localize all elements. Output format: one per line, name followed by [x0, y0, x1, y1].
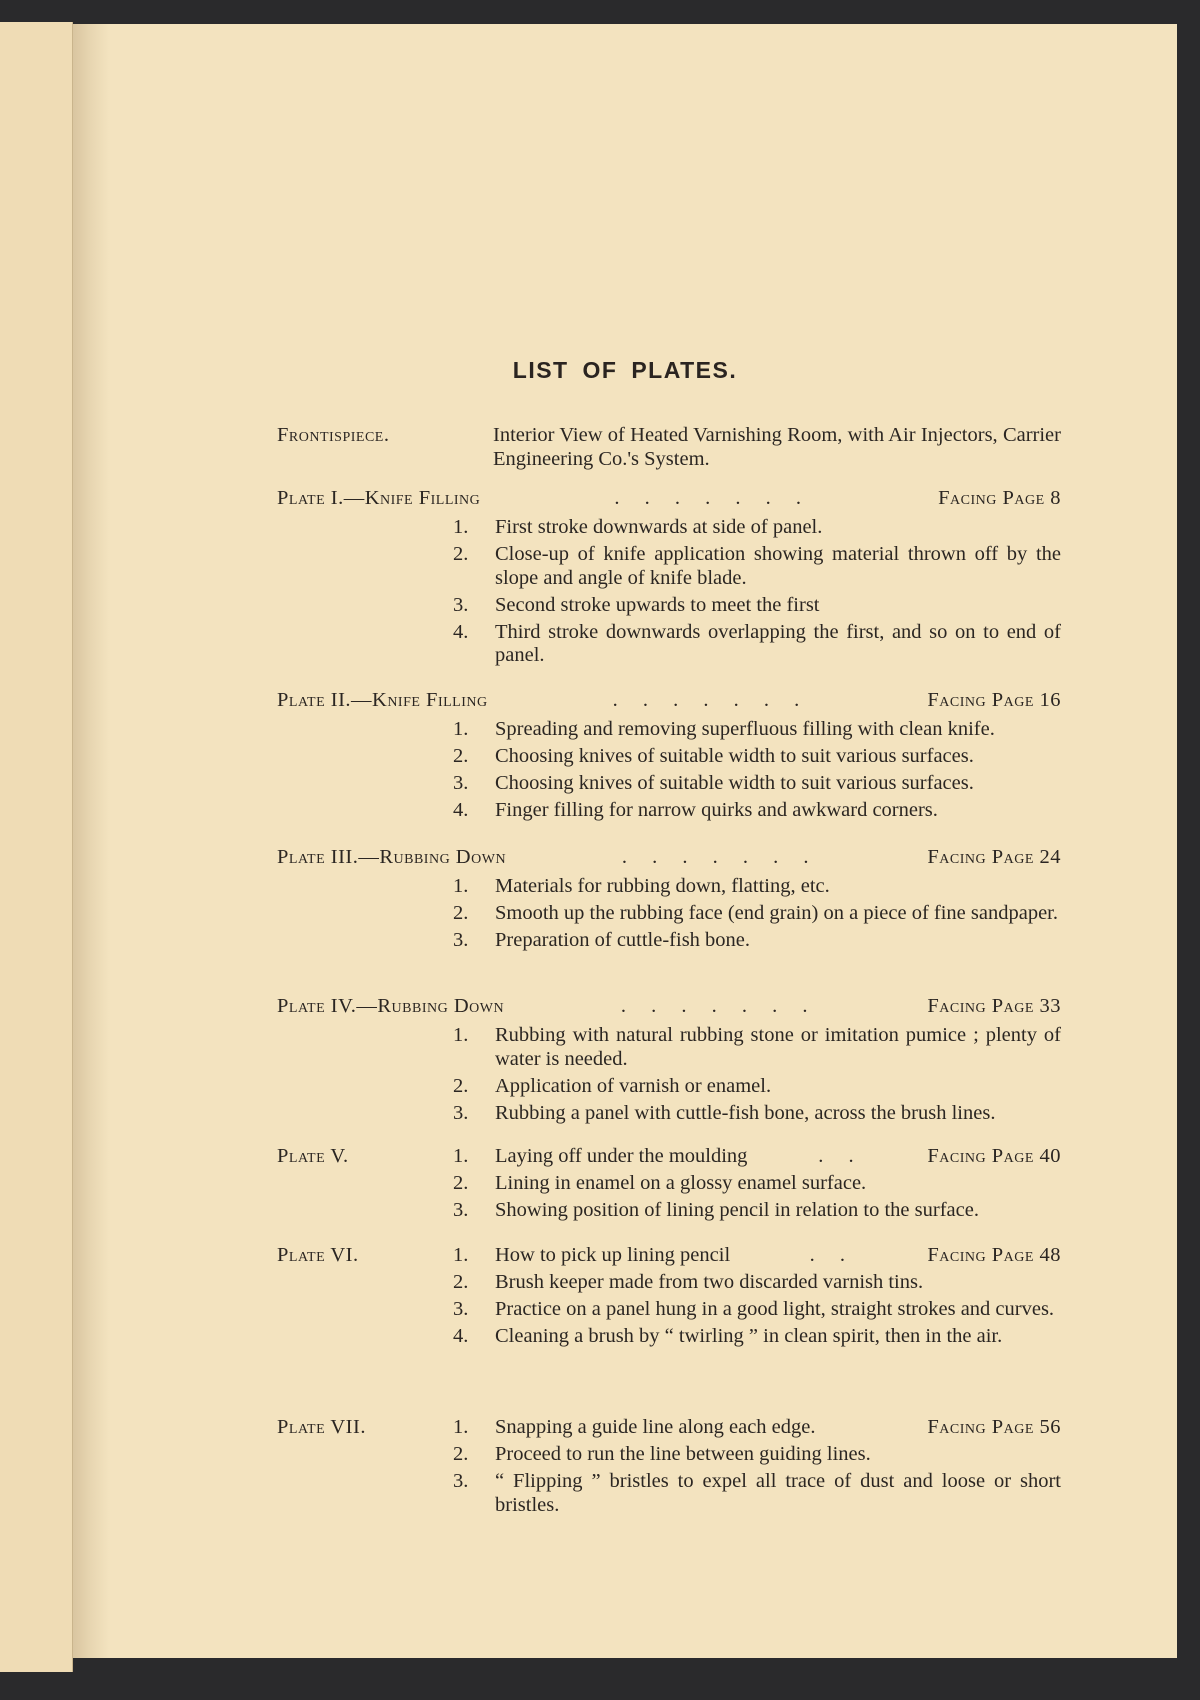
plate-item — [277, 1102, 1061, 1126]
item-text: “ Flipping ” bristles to expel all trace of dust and loose or short bristles. — [495, 1470, 1061, 1516]
item-number: 3. — [453, 1101, 469, 1124]
item-text: Proceed to run the line between guiding lines. — [495, 1443, 871, 1465]
item-number: 1. — [453, 1145, 469, 1167]
item-text: How to pick up lining pencil — [495, 1244, 731, 1266]
plate-entry — [277, 1145, 1061, 1223]
item-text: Rubbing with natural rubbing stone or imitation pumice ; plenty of water is needed. — [495, 1024, 1061, 1070]
frontispiece-entry — [277, 423, 1061, 471]
item-text: Snapping a guide line along each edge. — [495, 1416, 816, 1438]
item-text: Second stroke upwards to meet the first — [495, 593, 820, 616]
item-number: 3. — [453, 929, 469, 951]
item-number: 4. — [453, 620, 469, 643]
facing-left-page-edge — [0, 22, 73, 1672]
book-page — [73, 24, 1177, 1658]
item-number: 2. — [453, 1172, 469, 1194]
dot-leader: . . . . . . . — [614, 487, 804, 509]
plate-item — [277, 1172, 1061, 1196]
plate-item — [277, 745, 1061, 769]
plate-entry — [277, 994, 1061, 1125]
facing-page: Facing Page 24 — [927, 846, 1061, 868]
item-text: Close-up of knife application showing material thrown off by the slope and angle of knife blade. — [495, 543, 1061, 589]
item-text: Preparation of cuttle-fish bone. — [495, 929, 751, 951]
plate-title: Plate V. — [277, 1145, 349, 1167]
plate-item — [277, 1443, 1061, 1467]
facing-page: Facing Page 16 — [927, 689, 1061, 711]
plate-entry — [277, 845, 1061, 953]
facing-page: Facing Page 40 — [927, 1145, 1061, 1167]
item-number: 3. — [453, 1199, 469, 1221]
facing-page: Facing Page 8 — [938, 487, 1061, 509]
plate-item — [277, 1416, 1061, 1440]
item-number: 2. — [453, 1443, 469, 1465]
frontispiece-text: Interior View of Heated Varnishing Room, with Air Injectors, Carrier Engineering Co.'s System. — [493, 424, 1061, 470]
plate-title: Plate I.—Knife Filling — [277, 487, 481, 509]
plate-item — [277, 1298, 1061, 1322]
item-number: 2. — [453, 1074, 469, 1097]
item-text: Materials for rubbing down, flatting, etc. — [495, 875, 830, 897]
plate-item — [277, 875, 1061, 899]
plate-entry — [277, 486, 1061, 668]
plate-title: Plate IV.—Rubbing Down — [277, 995, 505, 1017]
item-number: 3. — [453, 1470, 469, 1492]
plate-title: Plate VI. — [277, 1244, 359, 1266]
item-text: Smooth up the rubbing face (end grain) on a piece of fine sandpaper. — [495, 902, 1058, 924]
item-text: Spreading and removing superfluous filling with clean knife. — [495, 718, 995, 740]
plate-item — [277, 594, 1061, 618]
frontispiece-label: Frontispiece. — [277, 424, 390, 446]
plate-item — [277, 1325, 1061, 1349]
first-item-line — [495, 1244, 1061, 1268]
item-text: Choosing knives of suitable width to suit various surfaces. — [495, 772, 974, 794]
item-text: Third stroke downwards overlapping the first, and so on to end of panel. — [495, 620, 1061, 666]
item-text: Brush keeper made from two discarded varnish tins. — [495, 1271, 924, 1293]
plate-title: Plate II.—Knife Filling — [277, 689, 488, 711]
plate-item — [277, 799, 1061, 823]
item-number: 1. — [453, 718, 469, 740]
plate-item — [277, 929, 1061, 953]
dot-leader: . . — [818, 1145, 857, 1167]
plate-item — [277, 718, 1061, 742]
facing-page: Facing Page 33 — [927, 995, 1061, 1017]
item-number: 3. — [453, 772, 469, 794]
item-number: 1. — [453, 1024, 469, 1046]
plate-item — [277, 772, 1061, 796]
plate-header — [277, 486, 1061, 510]
item-number: 2. — [453, 902, 469, 924]
plate-item — [277, 902, 1061, 926]
item-text: Practice on a panel hung in a good light, straight strokes and curves. — [495, 1298, 1055, 1320]
plate-header — [277, 688, 1061, 712]
item-number: 3. — [453, 593, 469, 616]
plate-entry — [277, 1244, 1061, 1349]
item-number: 4. — [453, 1325, 469, 1347]
item-text: First stroke downwards at side of panel. — [495, 516, 823, 538]
item-text: Rubbing a panel with cuttle-fish bone, across the brush lines. — [495, 1101, 996, 1124]
dot-leader: . . . . . . . — [612, 689, 803, 711]
item-number: 1. — [453, 1244, 469, 1266]
plate-title: Plate VII. — [277, 1416, 366, 1438]
dot-leader: . . — [809, 1244, 848, 1266]
item-text: Application of varnish or enamel. — [495, 1074, 772, 1097]
plate-item — [277, 516, 1061, 540]
plate-item — [277, 1024, 1061, 1071]
plate-entry — [277, 1416, 1061, 1517]
first-item-line — [495, 1145, 1061, 1169]
plate-header — [277, 994, 1061, 1018]
plate-item — [277, 621, 1061, 668]
item-text: Laying off under the moulding — [495, 1145, 748, 1167]
plate-item — [277, 543, 1061, 590]
page-title: LIST OF PLATES. — [512, 357, 738, 383]
first-item-line — [495, 1416, 1061, 1440]
item-number: 2. — [453, 745, 469, 767]
item-text: Lining in enamel on a glossy enamel surface. — [495, 1172, 867, 1194]
item-text: Cleaning a brush by “ twirling ” in clean spirit, then in the air. — [495, 1325, 1003, 1347]
item-number: 3. — [453, 1298, 469, 1320]
item-number: 4. — [453, 799, 469, 821]
plate-item — [277, 1145, 1061, 1169]
plate-item — [277, 1470, 1061, 1517]
plate-item — [277, 1199, 1061, 1223]
facing-page: Facing Page 56 — [927, 1416, 1061, 1438]
item-number: 1. — [453, 1416, 469, 1438]
plate-item — [277, 1271, 1061, 1295]
item-number: 1. — [453, 875, 469, 897]
plate-title: Plate III.—Rubbing Down — [277, 846, 507, 868]
plate-item — [277, 1075, 1061, 1099]
plate-header — [277, 845, 1061, 869]
dot-leader: . . . . . . . — [621, 846, 812, 868]
item-text: Showing position of lining pencil in relation to the surface. — [495, 1199, 979, 1221]
item-number: 1. — [453, 516, 469, 538]
plate-entry — [277, 688, 1061, 823]
item-number: 2. — [453, 1271, 469, 1293]
plate-item — [277, 1244, 1061, 1268]
item-number: 2. — [453, 543, 469, 565]
dot-leader: . . . . . . . — [620, 995, 811, 1017]
item-text: Finger filling for narrow quirks and awkward corners. — [495, 799, 938, 821]
facing-page: Facing Page 48 — [927, 1244, 1061, 1266]
item-text: Choosing knives of suitable width to suit various surfaces. — [495, 745, 974, 767]
